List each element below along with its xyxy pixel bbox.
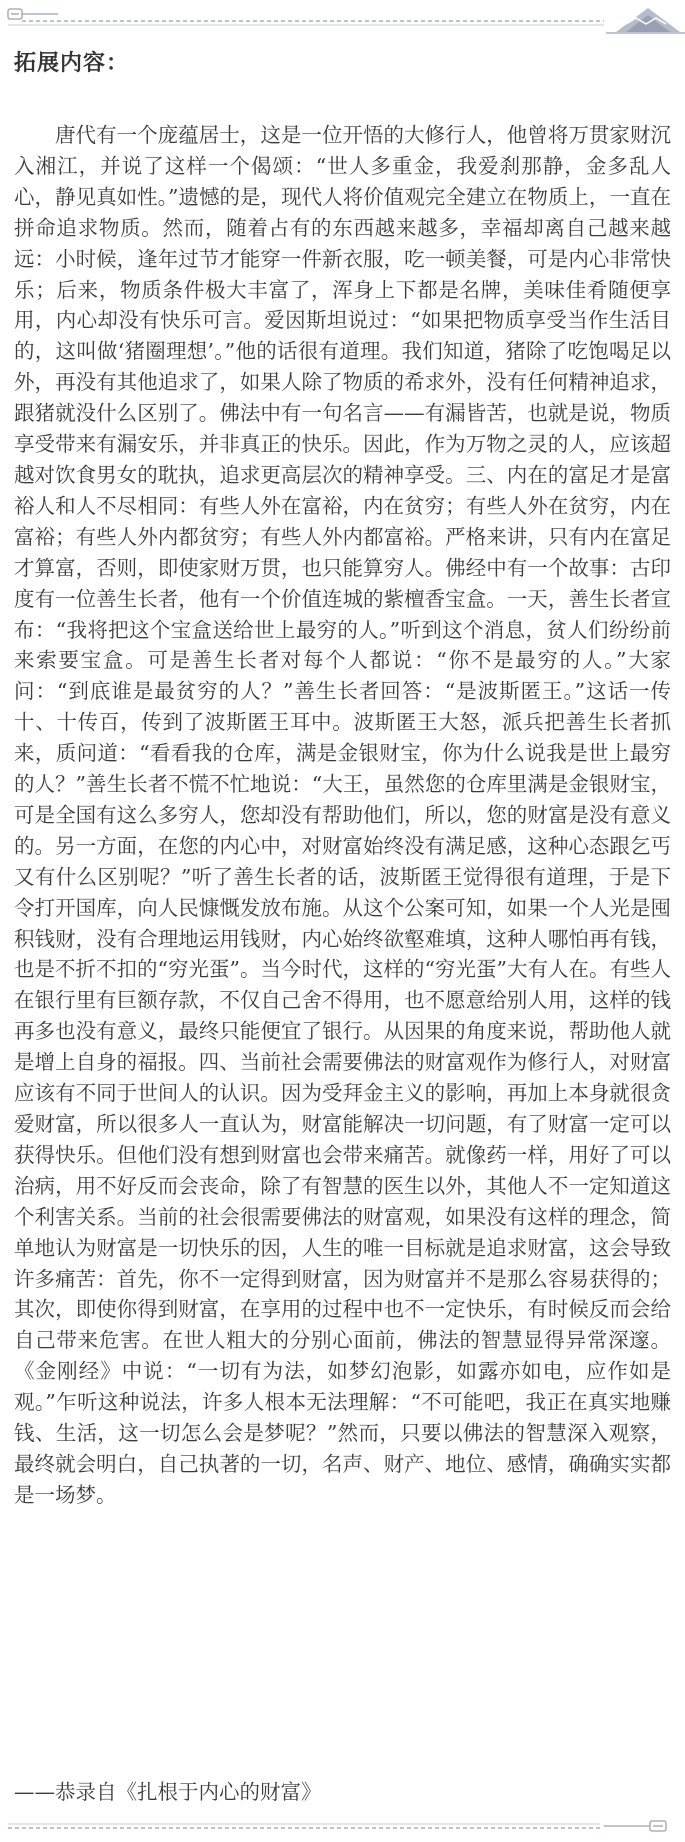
- footer-ornament-graphic: [0, 1815, 685, 1842]
- header-ornament: [0, 0, 685, 40]
- header-ornament-graphic: [0, 0, 685, 40]
- article-body: 唐代有一个庞蕴居士，这是一位开悟的大修行人，他曾将万贯家财沉入湘江，并说了这样一个偈颂：“世人多重金，我爱刹那静，金多乱人心，静见真如性。”遗憾的是，现代人将价值观完全建立在物质上，一直在拼命追求物质。然而，随着占有的东西越来越多，幸福却离自己越来越远：小时候，逢年过节才能穿一件新衣服，吃一顿美餐，可是内心非常快乐；后来，物质条件极大丰富了，浑身上下都是名牌，美味佳肴随便享用，内心却没有快乐可言。爱因斯坦说过：“如果把物质享受当作生活目的，这叫做‘猪圈理想’。”他的话很有道理。我们知道，猪除了吃饱喝足以外，再没有其他追求了，如果人除了物质的希求外，没有任何精神追求，跟猪就没什么区别了。佛法中有一句名言——有漏皆苦，也就是说，物质享受带来有漏安乐，并非真正的快乐。因此，作为万物之灵的人，应该超越对饮食男女的耽执，追求更高层次的精神享受。三、内在的富足才是富裕人和人不尽相同：有些人外在富裕，内在贫穷；有些人外在贫穷，内在富裕；有些人外内都贫穷；有些人外内都富裕。严格来讲，只有内在富足才算富，否则，即使家财万贯，也只能算穷人。佛经中有一个故事：古印度有一位善生长者，他有一个价值连城的紫檀香宝盒。一天，善生长者宣布：“我将把这个宝盒送给世上最穷的人。”听到这个消息，贫人们纷纷前来索要宝盒。可是善生长者对每个人都说：“你不是最穷的人。”大家问：“到底谁是最贫穷的人？”善生长者回答：“是波斯匿王。”这话一传十、十传百，传到了波斯匿王耳中。波斯匿王大怒，派兵把善生长者抓来，质问道：“看看我的仓库，满是金银财宝，你为什么说我是世上最穷的人？”善生长者不慌不忙地说：“大王，虽然您的仓库里满是金银财宝，可是全国有这么多穷人，您却没有帮助他们，所以，您的财富是没有意义的。另一方面，在您的内心中，对财富始终没有满足感，这种心态跟乞丐又有什么区别呢？”听了善生长者的话，波斯匿王觉得很有道理，于是下令打开国库，向人民慷慨发放布施。从这个公案可知，如果一个人光是囤积钱财，没有合理地运用钱财，内心始终欲壑难填，这种人哪怕再有钱，也是不折不扣的“穷光蛋”。当今时代，这样的“穷光蛋”大有人在。有些人在银行里有巨额存款，不仅自己舍不得用，也不愿意给别人用，这样的钱再多也没有意义，最终只能便宜了银行。从因果的角度来说，帮助他人就是增上自身的福报。四、当前社会需要佛法的财富观作为修行人，对财富应该有不同于世间人的认识。因为受拜金主义的影响，再加上本身就很贪爱财富，所以很多人一直认为，财富能解决一切问题，有了财富一定可以获得快乐。但他们没有想到财富也会带来痛苦。就像药一样，用好了可以治病，用不好反而会丧命，除了有智慧的医生以外，其他人不一定知道这个利害关系。当前的社会很需要佛法的财富观，如果没有这样的理念，简单地认为财富是一切快乐的因，人生的唯一目标就是追求财富，这会导致许多痛苦：首先，你不一定得到财富，因为财富并不是那么容易获得的；其次，即使你得到财富，在享用的过程中也不一定快乐，有时候反而会给自己带来危害。在世人粗大的分别心面前，佛法的智慧显得异常深邃。《金刚经》中说：“一切有为法，如梦幻泡影，如露亦如电，应作如是观。”乍听这种说法，许多人根本无法理解：“不可能吧，我正在真实地赚钱、生活，这一切怎么会是梦呢？”然而，只要以佛法的智慧深入观察，最终就会明白，自己执著的一切，名声、财产、地位、感情，确确实实都是一场梦。: [14, 123, 671, 1507]
- source-attribution: ——恭录自《扎根于内心的财富》: [14, 1780, 322, 1804]
- mountain-icon: [606, 8, 685, 33]
- scroll-end-icon: [604, 1821, 666, 1831]
- footer-ornament: [0, 1815, 685, 1842]
- scroll-icon: [8, 9, 58, 19]
- section-title: 拓展内容：: [14, 51, 130, 76]
